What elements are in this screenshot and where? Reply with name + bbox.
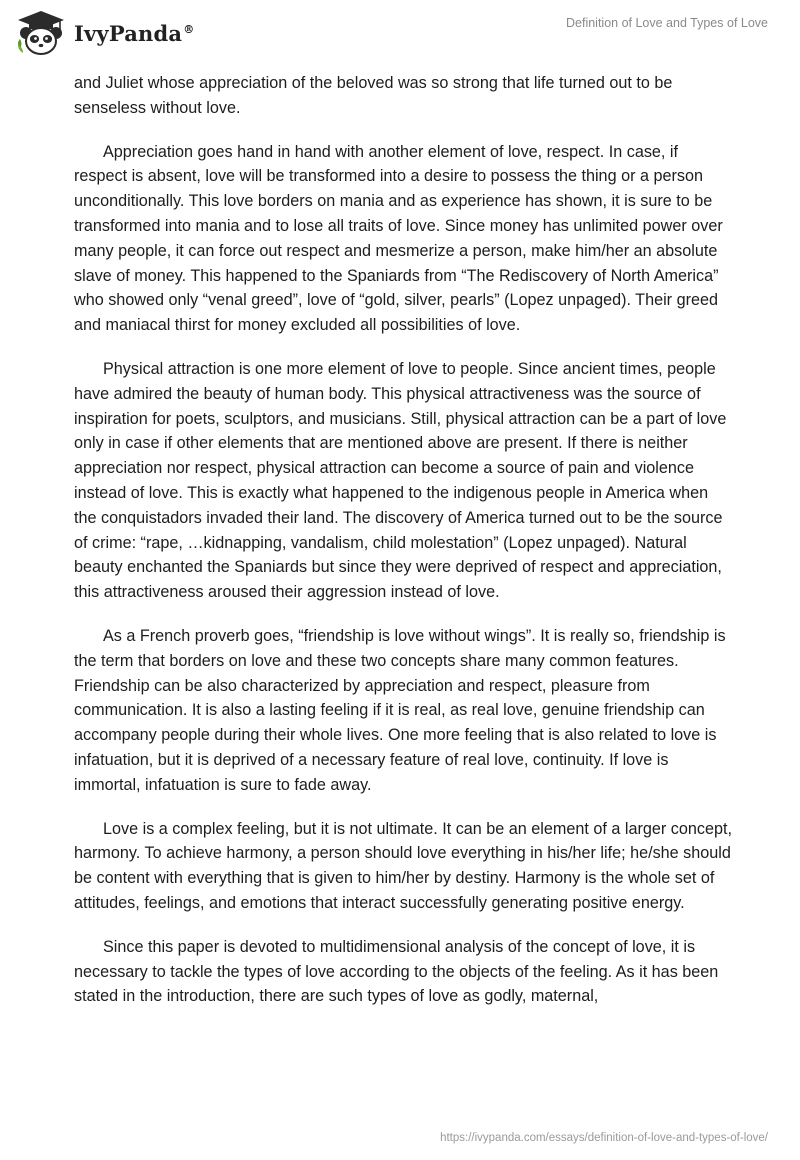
paragraph: Love is a complex feeling, but it is not ultimate. It can be an element of a larger concept, harmony. To achieve harmony, a person should love everything in his/her life; he/she should be content with everything that is given to him/her by destiny. Harmony is the whole set of attitudes, feelings, and emotions that interact successfully generating positive energy. [74,819,732,912]
paragraph: As a French proverb goes, “friendship is love without wings”. It is really so, friendship is the term that borders on love and these two concepts share many common features. Friendship can be also characterized by appreciation and respect, pleasure from communication. It is also a lasting feeling if it is real, as real love, genuine friendship can accompany people during their whole lives. One more feeling that is also related to love is infatuation, but it is deprived of a necessary feature of real love, continuity. If love is immortal, infatuation is sure to fade away. [74,626,726,794]
panda-graduate-icon [14,9,68,57]
brand-name: IvyPanda® [74,20,195,46]
ivypanda-logo[interactable] [14,8,194,58]
essay-body [74,71,734,1028]
paragraph: Appreciation goes hand in hand with another element of love, respect. In case, if respect is absent, love will be transformed into a desire to possess the thing or a person unconditionally. This love borders on mania and as experience has shown, it is sure to be transformed into mania and to lose all traits of love. Since money has unlimited power over many people, it can force out respect and mesmerize a person, make him/her an absolute slave of money. This happened to the Spaniards from “The Rediscovery of North America” who showed only “venal greed”, love of “gold, silver, pearls” (Lopez unpaged). Their greed and maniacal thirst for money excluded all possibilities of love. [74,142,723,335]
page-header [0,0,800,70]
document-title: Definition of Love and Types of Love [566,16,768,30]
paragraph: Since this paper is devoted to multidimensional analysis of the concept of love, it is necessary to tackle the types of love according to the objects of the feeling. As it has been stated in the introduction, there are such types of love as godly, maternal, [74,937,719,1006]
paragraph: and Juliet whose appreciation of the beloved was so strong that life turned out to be senseless without love. [74,74,673,117]
paragraph: Physical attraction is one more element of love to people. Since ancient times, people have admired the beauty of human body. This physical attractiveness was the source of inspiration for poets, sculptors, and musicians. Still, physical attraction can be a part of love only in case if other elements that are mentioned above are present. If there is neither appreciation nor respect, physical attraction can become a source of pain and violence instead of love. This is exactly what happened to the indigenous people in America when the conquistadors invaded their land. The discovery of America turned out to be the source of crime: “rape, …kidnapping, vandalism, child molestation” (Lopez unpaged). Natural beauty enchanted the Spaniards but since they were deprived of respect and appreciation, this attractiveness aroused their aggression instead of love. [74,359,727,602]
source-url[interactable]: https://ivypanda.com/essays/definition-of-love-and-types-of-love/ [440,1132,768,1144]
